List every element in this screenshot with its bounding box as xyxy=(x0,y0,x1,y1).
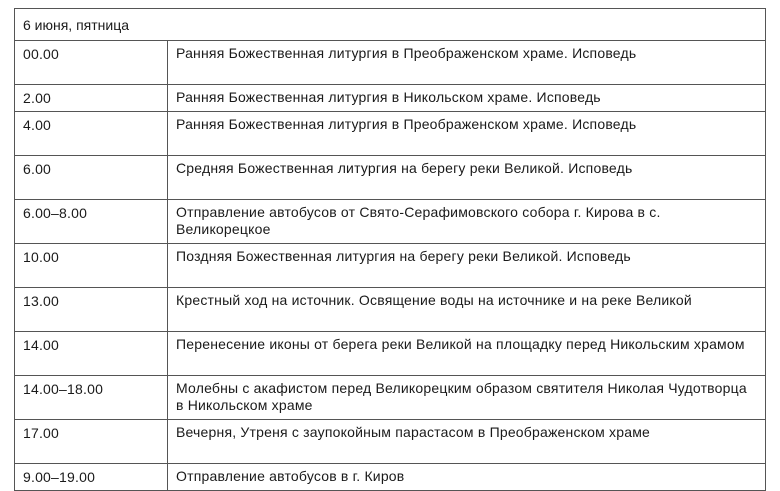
table-row xyxy=(15,112,766,156)
row-event: Перенесение иконы от берега реки Великой на площадку перед Никольским храмом xyxy=(168,332,766,376)
row-time: 4.00 xyxy=(15,112,168,156)
row-event: Ранняя Божественная литургия в Преображенском храме. Исповедь xyxy=(168,41,766,85)
row-time: 6.00–8.00 xyxy=(15,200,168,244)
table-row xyxy=(15,288,766,332)
table-row xyxy=(15,332,766,376)
row-event: Ранняя Божественная литургия в Никольском храме. Исповедь xyxy=(168,85,766,112)
row-event: Молебны с акафистом перед Великорецким образом святителя Николая Чудотворца в Никольском храме xyxy=(168,376,766,420)
schedule-sheet xyxy=(14,8,766,491)
row-event: Вечерня, Утреня с заупокойным парастасом в Преображенском храме xyxy=(168,420,766,464)
row-time: 2.00 xyxy=(15,85,168,112)
row-time: 14.00–18.00 xyxy=(15,376,168,420)
row-time: 00.00 xyxy=(15,41,168,85)
row-time: 10.00 xyxy=(15,244,168,288)
row-event: Средняя Божественная литургия на берегу реки Великой. Исповедь xyxy=(168,156,766,200)
day-header: 6 июня, пятница xyxy=(14,8,766,40)
table-row xyxy=(15,464,766,491)
table-row xyxy=(15,376,766,420)
table-row xyxy=(15,420,766,464)
schedule-table xyxy=(14,40,766,491)
row-time: 17.00 xyxy=(15,420,168,464)
table-row xyxy=(15,85,766,112)
row-time: 9.00–19.00 xyxy=(15,464,168,491)
table-row xyxy=(15,41,766,85)
table-row xyxy=(15,244,766,288)
row-time: 14.00 xyxy=(15,332,168,376)
row-event: Ранняя Божественная литургия в Преображенском храме. Исповедь xyxy=(168,112,766,156)
table-row xyxy=(15,200,766,244)
row-time: 13.00 xyxy=(15,288,168,332)
table-row xyxy=(15,156,766,200)
row-time: 6.00 xyxy=(15,156,168,200)
row-event: Отправление автобусов в г. Киров xyxy=(168,464,766,491)
row-event: Поздняя Божественная литургия на берегу реки Великой. Исповедь xyxy=(168,244,766,288)
row-event: Отправление автобусов от Свято-Серафимовского собора г. Кирова в с. Великорецкое xyxy=(168,200,766,244)
row-event: Крестный ход на источник. Освящение воды на источнике и на реке Великой xyxy=(168,288,766,332)
